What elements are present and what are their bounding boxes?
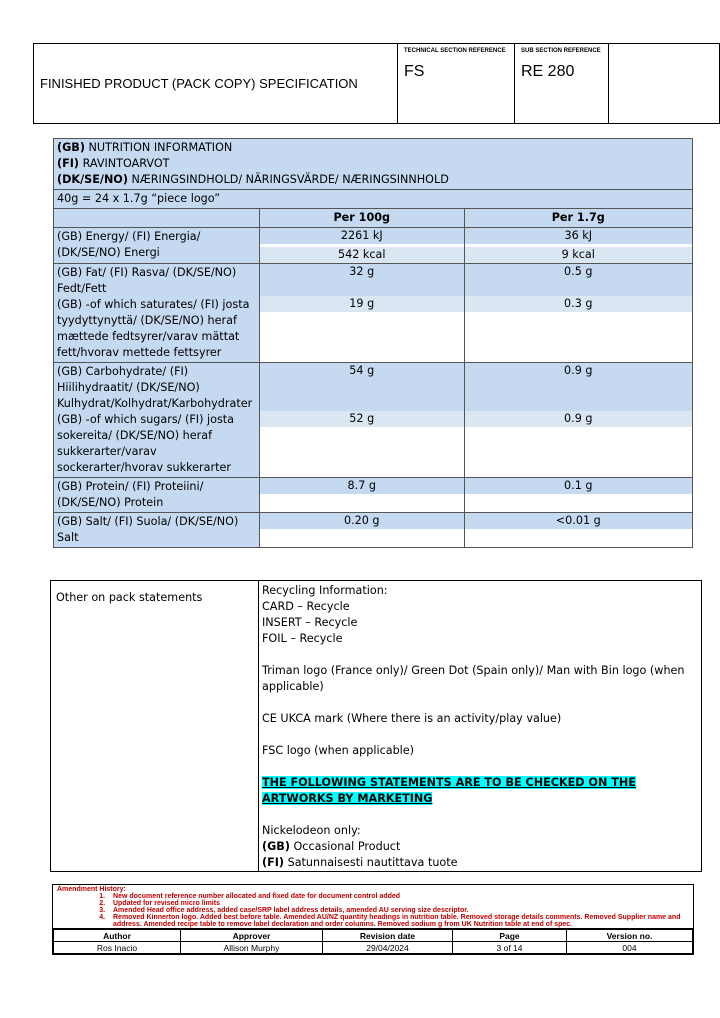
document-header bbox=[33, 43, 720, 124]
nickelodeon-fi-code: (FI) bbox=[262, 856, 285, 869]
statements-content bbox=[259, 581, 701, 871]
nickelodeon-gb bbox=[262, 839, 698, 855]
salt-row bbox=[54, 513, 693, 548]
amendment-block bbox=[52, 884, 694, 955]
document-title: FINISHED PRODUCT (PACK COPY) SPECIFICATION bbox=[34, 44, 398, 123]
nickelodeon-fi bbox=[262, 855, 698, 871]
technical-section-label: TECHNICAL SECTION REFERENCE bbox=[404, 48, 506, 54]
column-header-perpiece: Per 1.7g bbox=[464, 209, 692, 228]
protein-per100: 8.7 g bbox=[260, 478, 464, 494]
carbohydrate-per100-cell bbox=[259, 363, 464, 478]
column-header-row bbox=[54, 209, 693, 228]
recycling-card: CARD – Recycle bbox=[262, 600, 350, 613]
amendment-title: Amendment History: bbox=[57, 886, 126, 893]
energy-per100 bbox=[259, 228, 464, 264]
revision-date-value: 29/04/2024 bbox=[323, 942, 453, 954]
statements-table bbox=[50, 580, 702, 872]
nickelodeon-fi-text: Satunnaisesti nautittava tuote bbox=[284, 856, 458, 869]
column-header-empty bbox=[54, 209, 260, 228]
energy-kj-per100: 2261 kJ bbox=[260, 228, 464, 244]
carbohydrate-perpiece-cell bbox=[464, 363, 692, 478]
footer-value-row bbox=[54, 942, 693, 954]
nickelodeon-gb-text: Occasional Product bbox=[289, 840, 401, 853]
version-header: Version no. bbox=[567, 930, 693, 942]
nutrition-title-cell bbox=[54, 139, 693, 190]
title-fi: RAVINTOARVOT bbox=[79, 157, 170, 170]
amendment-item: 2. Updated for revised micro limits bbox=[107, 900, 689, 907]
carbohydrate-row bbox=[54, 363, 693, 478]
amendment-list bbox=[57, 893, 689, 928]
logo-statement: Triman logo (France only)/ Green Dot (Spain only)/ Man with Bin logo (when applicable) bbox=[262, 664, 685, 693]
energy-label: (GB) Energy/ (FI) Energia/ (DK/SE/NO) Energi bbox=[54, 228, 260, 264]
sugars-perpiece: 0.9 g bbox=[465, 411, 692, 427]
energy-kcal-per100: 542 kcal bbox=[260, 247, 464, 263]
author-value: Ros Inacio bbox=[54, 942, 181, 954]
saturates-perpiece: 0.3 g bbox=[465, 296, 692, 312]
title-dk-code: (DK/SE/NO) bbox=[57, 173, 128, 186]
fat-perpiece: 0.5 g bbox=[465, 264, 692, 280]
protein-label: (GB) Protein/ (FI) Proteiini/ (DK/SE/NO) Protein bbox=[54, 478, 260, 513]
salt-perpiece: <0.01 g bbox=[465, 513, 692, 529]
carbohydrate-per100: 54 g bbox=[260, 363, 464, 379]
title-gb: NUTRITION INFORMATION bbox=[84, 141, 233, 154]
recycling-foil: FOIL – Recycle bbox=[262, 632, 343, 645]
fat-label: (GB) Fat/ (FI) Rasva/ (DK/SE/NO) Fedt/Fett bbox=[57, 266, 237, 295]
approver-value: Allison Murphy bbox=[181, 942, 323, 954]
title-fi-code: (FI) bbox=[57, 157, 80, 170]
sugars-label: (GB) -of which sugars/ (FI) josta sokereita/ (DK/SE/NO) heraf sukkerarter/varav sockerarter/hvorav sukkerarter bbox=[57, 413, 235, 474]
sub-section-reference bbox=[515, 44, 609, 123]
energy-kcal-perpiece: 9 kcal bbox=[465, 247, 692, 263]
sugars-per100: 52 g bbox=[260, 411, 464, 427]
page-value: 3 of 14 bbox=[453, 942, 567, 954]
page-header: Page bbox=[453, 930, 567, 942]
fat-label-cell bbox=[54, 264, 260, 363]
fat-per100: 32 g bbox=[260, 264, 464, 280]
recycling-title: Recycling Information: bbox=[262, 584, 388, 597]
sub-section-value: RE 280 bbox=[521, 63, 575, 80]
protein-per100-cell bbox=[259, 478, 464, 513]
fsc-statement: FSC logo (when applicable) bbox=[262, 744, 415, 757]
recycling-insert: INSERT – Recycle bbox=[262, 616, 358, 629]
fat-row bbox=[54, 264, 693, 363]
saturates-label: (GB) -of which saturates/ (FI) josta tyydyttynyttä/ (DK/SE/NO) heraf mættede fedtsyrer/varav mättat fett/hvorav mettede fettsyrer bbox=[57, 298, 250, 359]
serving-row bbox=[54, 190, 693, 209]
amendment-item: 3. Amended Head office address, added case/SRP label address details, amended AU serving size descriptor. bbox=[107, 907, 689, 914]
amendment-item: 4. Removed Kinnerton logo. Added best before table. Amended AU/NZ quantity headings in nutrition table. Removed storage details comments. Removed Supplier name and address. Amended recipe table to remove label declaration and order columns. Removed sodium g from UK Nutrition table at end of spec. bbox=[107, 914, 689, 928]
fat-per100-cell bbox=[259, 264, 464, 363]
nickelodeon-heading: Nickelodeon only: bbox=[262, 824, 361, 837]
nutrition-table bbox=[53, 138, 693, 548]
sub-section-label: SUB SECTION REFERENCE bbox=[521, 48, 601, 54]
column-header-per100: Per 100g bbox=[259, 209, 464, 228]
author-header: Author bbox=[54, 930, 181, 942]
protein-perpiece-cell bbox=[464, 478, 692, 513]
amendment-history bbox=[53, 885, 693, 929]
salt-perpiece-cell bbox=[464, 513, 692, 548]
title-gb-code: (GB) bbox=[57, 141, 85, 154]
protein-row bbox=[54, 478, 693, 513]
nickelodeon-gb-code: (GB) bbox=[262, 840, 290, 853]
statements-label: Other on pack statements bbox=[51, 581, 259, 871]
energy-perpiece bbox=[464, 228, 692, 264]
title-dk: NÆRINGSINDHOLD/ NÄRINGSVÄRDE/ NÆRINGSINNHOLD bbox=[127, 173, 449, 186]
version-value: 004 bbox=[567, 942, 693, 954]
revision-date-header: Revision date bbox=[323, 930, 453, 942]
ce-statement: CE UKCA mark (Where there is an activity/play value) bbox=[262, 712, 562, 725]
salt-per100: 0.20 g bbox=[260, 513, 464, 529]
header-empty-cell bbox=[609, 44, 719, 123]
approver-header: Approver bbox=[181, 930, 323, 942]
document-control-table bbox=[53, 929, 693, 954]
energy-kj-perpiece: 36 kJ bbox=[465, 228, 692, 244]
footer-header-row bbox=[54, 930, 693, 942]
fat-perpiece-cell bbox=[464, 264, 692, 363]
technical-section-value: FS bbox=[404, 63, 425, 80]
salt-label: (GB) Salt/ (FI) Suola/ (DK/SE/NO) Salt bbox=[54, 513, 260, 548]
carbohydrate-label-cell bbox=[54, 363, 260, 478]
technical-section-reference bbox=[398, 44, 515, 123]
carbohydrate-label: (GB) Carbohydrate/ (FI) Hiilihydraatit/ (DK/SE/NO) Kulhydrat/Kolhydrat/Karbohydrater bbox=[57, 365, 253, 410]
amendment-item: 1. New document reference number allocated and fixed date for document control added bbox=[107, 893, 689, 900]
saturates-per100: 19 g bbox=[260, 296, 464, 312]
carbohydrate-perpiece: 0.9 g bbox=[465, 363, 692, 379]
marketing-check-highlight: THE FOLLOWING STATEMENTS ARE TO BE CHECKED ON THE ARTWORKS BY MARKETING bbox=[262, 776, 636, 805]
protein-perpiece: 0.1 g bbox=[465, 478, 692, 494]
salt-per100-cell bbox=[259, 513, 464, 548]
nutrition-title-row bbox=[54, 139, 693, 190]
serving-size: 40g = 24 x 1.7g “piece logo” bbox=[54, 190, 693, 209]
marketing-check-notice bbox=[262, 775, 698, 807]
energy-row bbox=[54, 228, 693, 264]
